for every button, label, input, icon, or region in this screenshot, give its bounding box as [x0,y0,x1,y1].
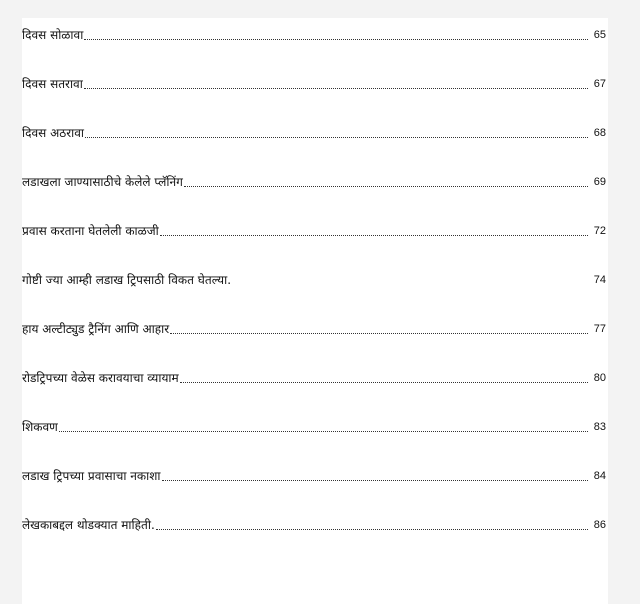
toc-dot-leader [84,27,588,43]
toc-entry[interactable] [22,364,606,386]
toc-page-number: 67 [593,78,606,90]
toc-dot-leader [162,468,588,484]
toc-entry-title: दिवस सतरावा [22,77,83,91]
toc-entry-title: शिकवण [22,420,58,434]
toc-page-number: 83 [593,421,606,433]
toc-page-number: 69 [593,176,606,188]
toc-entry-title: लडाख ट्रिपच्या प्रवासाचा नकाशा [22,469,161,483]
toc-entry[interactable] [22,462,606,484]
toc-entry-title: लेखकाबद्दल थोडक्यात माहिती. [22,518,155,532]
toc-entry[interactable] [22,168,606,190]
document-page [22,18,608,604]
toc-entry[interactable] [22,511,606,533]
toc-entry[interactable] [22,315,606,337]
toc-dot-leader [160,223,588,239]
toc-dot-leader [156,517,588,533]
toc-entry[interactable] [22,21,606,43]
toc-page-number: 80 [593,372,606,384]
toc-page-number: 84 [593,470,606,482]
toc-entry[interactable] [22,266,606,288]
toc-page-number: 86 [593,519,606,531]
toc-entry-title: प्रवास करताना घेतलेली काळजी [22,224,159,238]
toc-entry-title: गोष्टी ज्या आम्ही लडाख ट्रिपसाठी विकत घेतल्या. [22,273,232,287]
toc-page-number: 77 [593,323,606,335]
toc-dot-leader [59,419,588,435]
toc-entry[interactable] [22,119,606,141]
toc-page-number: 72 [593,225,606,237]
toc-dot-leader [184,174,588,190]
toc-page-number: 68 [593,127,606,139]
toc-dot-leader [170,321,588,337]
toc-entry[interactable] [22,70,606,92]
toc-entry[interactable] [22,217,606,239]
toc-dot-leader [180,370,588,386]
toc-entry[interactable] [22,413,606,435]
toc-page-number: 65 [593,29,606,41]
toc-dot-leader [84,76,588,92]
toc-entry-title: दिवस अठरावा [22,126,85,140]
toc-dot-leader [85,125,588,141]
toc-page-number: 74 [593,274,606,286]
toc-entry-title: दिवस सोळावा [22,28,84,42]
toc-entry-title: हाय अल्टीट्युड ट्रैनिंग आणि आहार [22,322,170,336]
toc-entry-title: रोडट्रिपच्या वेळेस करावयाचा व्यायाम [22,371,179,385]
toc-entry-title: लडाखला जाण्यासाठीचे केलेले प्लॅनिंग [22,175,183,189]
